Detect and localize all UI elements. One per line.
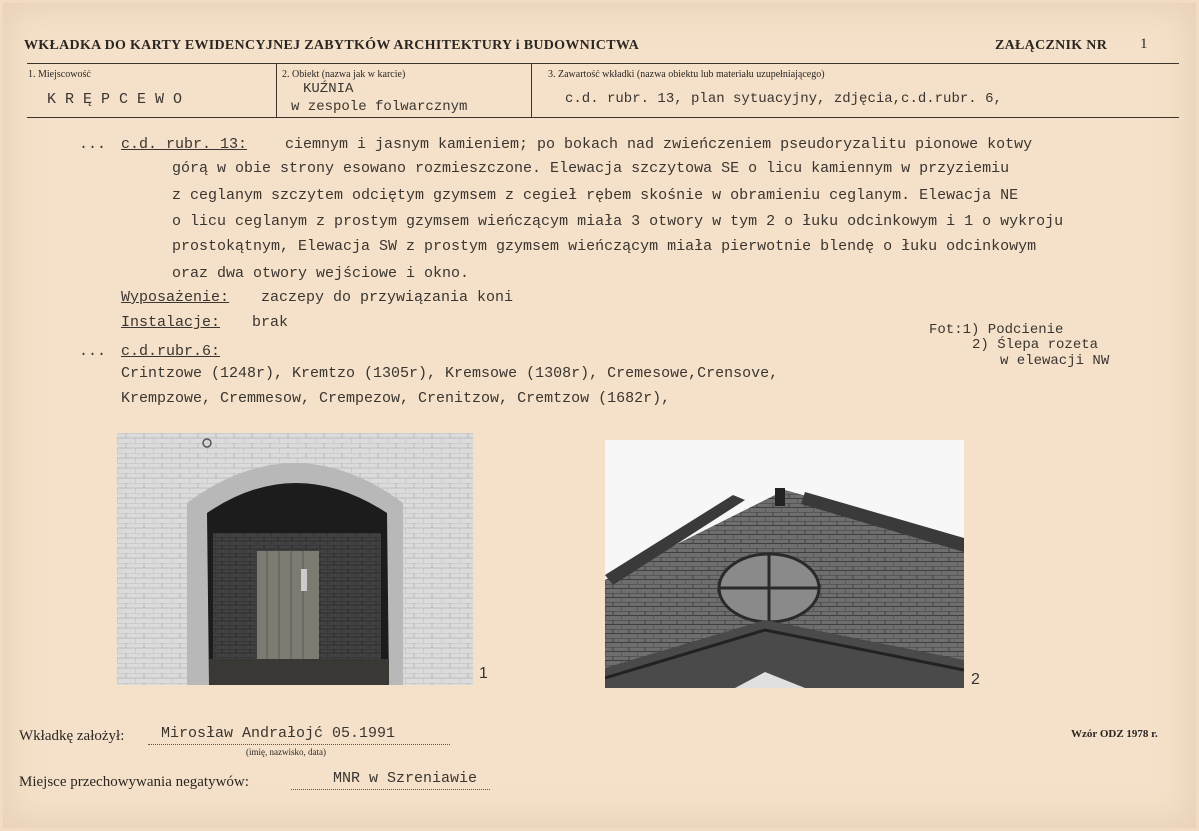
photo-doorway <box>117 433 473 685</box>
author-value: Mirosław Andrałojć 05.1991 <box>161 725 396 742</box>
form-pattern: Wzór ODZ 1978 r. <box>1071 728 1158 740</box>
content-label: 3. Zawartość wkładki (nazwa obiektu lub materiału uzupełniającego) <box>548 69 825 80</box>
photo-gable-rosette <box>605 440 964 688</box>
storage-label: Miejsce przechowywania negatywów: <box>19 774 249 790</box>
divider-2 <box>531 64 532 117</box>
author-label: Wkładkę założył: <box>19 728 125 744</box>
photos-caption-3: w elewacji NW <box>1000 353 1110 369</box>
rubr13-line: prostokątnym, Elewacja SW z prostym gzymsem wieńczącym miała pierwotnie blendę o łuku odcinkowym <box>172 238 1037 255</box>
annex-number: 1 <box>1140 36 1148 52</box>
rubr13-line: górą w obie strony esowano rozmieszczone. Elewacja szczytowa SE o licu kamiennym w przyziemiu <box>172 160 1010 177</box>
rubr6-line: Krempzowe, Cremmesow, Crempezow, Crenitzow, Cremtzow (1682r), <box>121 390 671 407</box>
storage-value: MNR w Szreniawie <box>333 770 478 787</box>
content-value: c.d. rubr. 13, plan sytuacyjny, zdjęcia,c.d.rubr. 6, <box>565 91 1002 107</box>
rubr13-line: oraz dwa otwory wejściowe i okno. <box>172 265 470 282</box>
rubr13-line: z ceglanym szczytem odciętym gzymsem z cegieł rębem skośnie w obramieniu ceglanym. Elewacja NE <box>172 187 1019 204</box>
object-value-line-2: w zespole folwarcznym <box>291 99 468 115</box>
equipment-label: Wyposażenie: <box>121 289 230 306</box>
installation-value: brak <box>252 314 289 331</box>
form-title: WKŁADKA DO KARTY EWIDENCYJNEJ ZABYTKÓW ARCHITEKTURY i BUDOWNICTWA <box>24 38 640 53</box>
object-label: 2. Obiekt (nazwa jak w karcie) <box>282 69 406 80</box>
storage-dotted-line <box>291 789 490 790</box>
rubr6-label: c.d.rubr.6: <box>121 343 221 360</box>
photos-caption-1: Fot:1) Podcienie <box>929 322 1064 338</box>
rubr13-label: c.d. rubr. 13: <box>121 136 248 153</box>
rubr6-line: Crintzowe (1248r), Kremtzo (1305r), Kremsowe (1308r), Cremesowe,Crensove, <box>121 365 779 382</box>
author-dotted-line <box>148 744 450 745</box>
record-sheet <box>3 3 1196 828</box>
top-rule <box>27 63 1179 64</box>
locality-value: K R Ę P C E W O <box>47 91 183 108</box>
installation-label: Instalacje: <box>121 314 221 331</box>
leader-dots-1: ... <box>79 136 107 153</box>
equipment-value: zaczepy do przywiązania koni <box>261 289 514 306</box>
fields-bottom-rule <box>27 117 1179 118</box>
annex-label: ZAŁĄCZNIK NR <box>995 38 1108 53</box>
object-value-line-1: KUŹNIA <box>303 81 354 97</box>
leader-dots-2: ... <box>79 343 107 360</box>
rubr13-line: o licu ceglanym z prostym gzymsem wieńczącym miała 3 otwory w tym 2 o łuku odcinkowym i 1 o wykroju <box>172 213 1064 230</box>
divider-1 <box>276 64 277 117</box>
photo-gable-image <box>605 440 964 688</box>
photo-number-1: 1 <box>479 665 488 682</box>
rubr13-line: ciemnym i jasnym kamieniem; po bokach nad zwieńczeniem pseudoryzalitu pionowe kotwy <box>285 136 1033 153</box>
author-caption: (imię, nazwisko, data) <box>246 747 326 757</box>
photos-caption-2: 2) Ślepa rozeta <box>972 337 1099 353</box>
locality-label: 1. Miejscowość <box>28 69 91 80</box>
photo-number-2: 2 <box>971 671 980 688</box>
photo-doorway-image <box>117 433 473 685</box>
